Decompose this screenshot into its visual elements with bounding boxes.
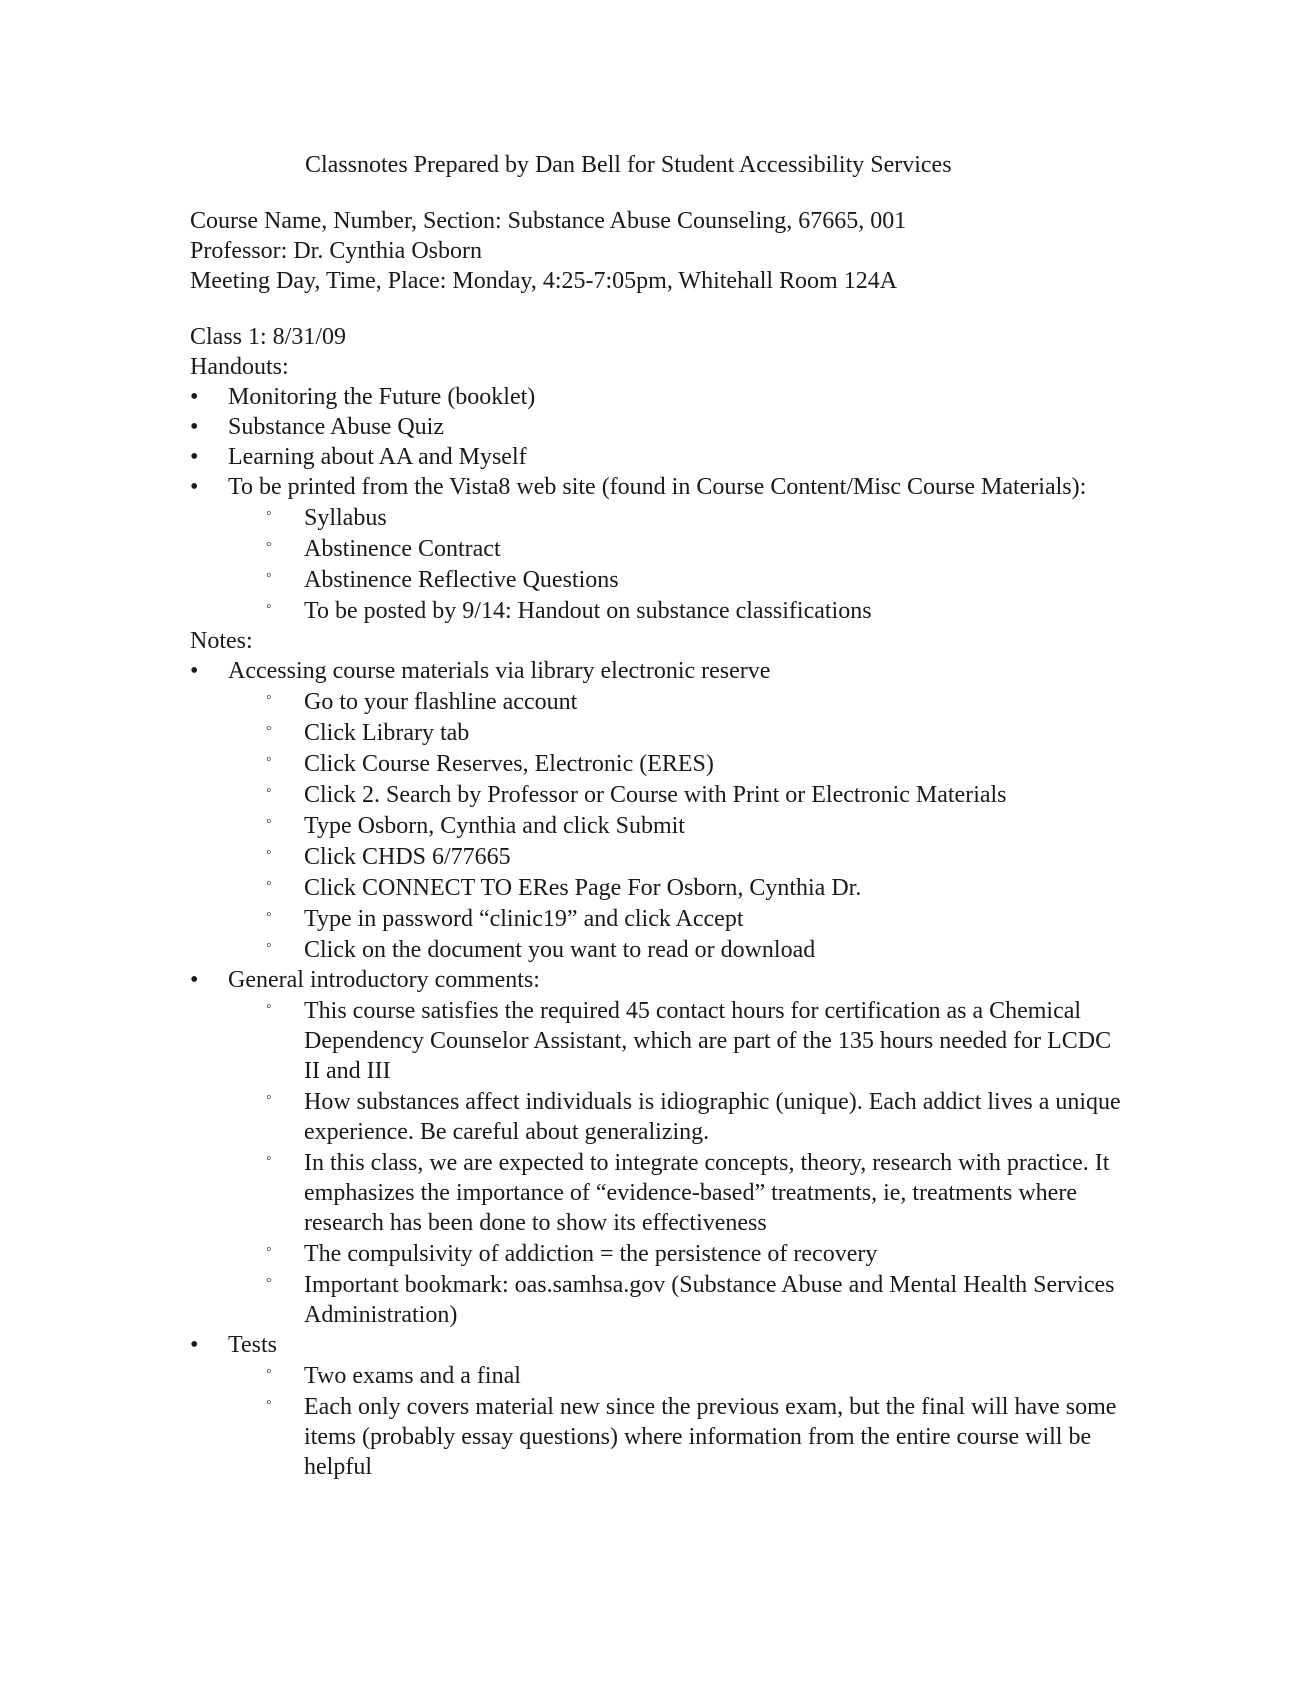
sub-list-item xyxy=(266,1392,1126,1482)
circle-bullet-icon: ◦ xyxy=(266,875,272,892)
sub-list-item xyxy=(266,811,1126,841)
sub-list-item-text: Click Library tab xyxy=(304,720,470,746)
sub-list-item-text: Go to your flashline account xyxy=(304,689,578,715)
sub-list-item-text: To be posted by 9/14: Handout on substance classifications xyxy=(304,598,872,624)
circle-bullet-icon: ◦ xyxy=(266,505,272,522)
sub-list-item-text: Type in password “clinic19” and click Accept xyxy=(304,906,744,932)
list-item xyxy=(190,472,1126,626)
sub-list xyxy=(228,687,1126,965)
list-item xyxy=(190,656,1126,965)
sub-list-item-text: Type Osborn, Cynthia and click Submit xyxy=(304,813,685,839)
circle-bullet-icon: ◦ xyxy=(266,844,272,861)
sub-list-item xyxy=(266,996,1126,1086)
sub-list-item xyxy=(266,718,1126,748)
sub-list xyxy=(228,1361,1126,1482)
circle-bullet-icon: ◦ xyxy=(266,782,272,799)
list-item-text: Learning about AA and Myself xyxy=(228,444,527,470)
bullet-icon: • xyxy=(190,414,199,440)
circle-bullet-icon: ◦ xyxy=(266,536,272,553)
sub-list-item xyxy=(266,1270,1126,1330)
bullet-icon: • xyxy=(190,658,199,684)
sub-list-item xyxy=(266,842,1126,872)
circle-bullet-icon: ◦ xyxy=(266,720,272,737)
notes-list xyxy=(190,656,1126,1482)
list-item-text: Monitoring the Future (booklet) xyxy=(228,384,536,410)
circle-bullet-icon: ◦ xyxy=(266,689,272,706)
sub-list-item-text: In this class, we are expected to integrate concepts, theory, research with practice. It emphasizes the importance of “evidence-based” treatments, ie, treatments where research has been done to show its effectiveness xyxy=(304,1150,1110,1236)
sub-list-item xyxy=(266,687,1126,717)
sub-list-item-text: Syllabus xyxy=(304,505,387,531)
bullet-icon: • xyxy=(190,1332,199,1358)
handouts-list xyxy=(190,382,1126,626)
list-item xyxy=(190,382,1126,412)
list-item-text: Accessing course materials via library electronic reserve xyxy=(228,658,771,684)
sub-list-item xyxy=(266,749,1126,779)
sub-list-item-text: How substances affect individuals is idiographic (unique). Each addict lives a unique experience. Be careful about generalizing. xyxy=(304,1089,1121,1145)
list-item xyxy=(190,412,1126,442)
sub-list-item xyxy=(266,780,1126,810)
sub-list-item-text: Abstinence Contract xyxy=(304,536,501,562)
notes-label: Notes: xyxy=(190,628,253,654)
circle-bullet-icon: ◦ xyxy=(266,998,272,1015)
circle-bullet-icon: ◦ xyxy=(266,1150,272,1167)
list-item xyxy=(190,965,1126,1330)
sub-list-item xyxy=(266,935,1126,965)
list-item-text: General introductory comments: xyxy=(228,967,540,993)
professor-line: Professor: Dr. Cynthia Osborn xyxy=(190,238,482,264)
sub-list-item xyxy=(266,1239,1126,1269)
sub-list-item-text: Click on the document you want to read or download xyxy=(304,937,816,963)
meeting-line: Meeting Day, Time, Place: Monday, 4:25-7:05pm, Whitehall Room 124A xyxy=(190,268,898,294)
circle-bullet-icon: ◦ xyxy=(266,1241,272,1258)
circle-bullet-icon: ◦ xyxy=(266,1089,272,1106)
list-item xyxy=(190,442,1126,472)
handouts-label: Handouts: xyxy=(190,354,289,380)
course-name-line: Course Name, Number, Section: Substance Abuse Counseling, 67665, 001 xyxy=(190,208,907,234)
circle-bullet-icon: ◦ xyxy=(266,906,272,923)
sub-list-item xyxy=(266,503,1126,533)
circle-bullet-icon: ◦ xyxy=(266,1394,272,1411)
sub-list-item-text: The compulsivity of addiction = the persistence of recovery xyxy=(304,1241,878,1267)
sub-list-item-text: Click 2. Search by Professor or Course with Print or Electronic Materials xyxy=(304,782,1007,808)
sub-list-item xyxy=(266,1148,1126,1238)
circle-bullet-icon: ◦ xyxy=(266,598,272,615)
course-info xyxy=(190,206,1126,296)
sub-list-item xyxy=(266,534,1126,564)
sub-list-item-text: This course satisfies the required 45 contact hours for certification as a Chemical Dependency Counselor Assistant, which are part of the 135 hours needed for LCDC II and III xyxy=(304,998,1112,1084)
sub-list-item xyxy=(266,596,1126,626)
bullet-icon: • xyxy=(190,444,199,470)
sub-list-item-text: Click CHDS 6/77665 xyxy=(304,844,511,870)
circle-bullet-icon: ◦ xyxy=(266,1272,272,1289)
sub-list-item xyxy=(266,565,1126,595)
bullet-icon: • xyxy=(190,384,199,410)
sub-list-item-text: Click Course Reserves, Electronic (ERES) xyxy=(304,751,714,777)
sub-list-item-text: Each only covers material new since the previous exam, but the final will have some items (probably essay questions) where information from the entire course will be helpful xyxy=(304,1394,1117,1480)
sub-list-item-text: Important bookmark: oas.samhsa.gov (Substance Abuse and Mental Health Services Administration) xyxy=(304,1272,1115,1328)
sub-list-item-text: Abstinence Reflective Questions xyxy=(304,567,619,593)
circle-bullet-icon: ◦ xyxy=(266,1363,272,1380)
list-item xyxy=(190,1330,1126,1482)
circle-bullet-icon: ◦ xyxy=(266,751,272,768)
sub-list-item xyxy=(266,904,1126,934)
list-item-text: To be printed from the Vista8 web site (found in Course Content/Misc Course Materials): xyxy=(228,474,1087,500)
sub-list-item-text: Two exams and a final xyxy=(304,1363,521,1389)
list-item-text: Tests xyxy=(228,1332,277,1358)
sub-list-item-text: Click CONNECT TO ERes Page For Osborn, Cynthia Dr. xyxy=(304,875,862,901)
list-item-text: Substance Abuse Quiz xyxy=(228,414,444,440)
sub-list-item xyxy=(266,1087,1126,1147)
bullet-icon: • xyxy=(190,474,199,500)
sub-list xyxy=(228,503,1126,626)
circle-bullet-icon: ◦ xyxy=(266,937,272,954)
sub-list-item xyxy=(266,873,1126,903)
class-header: Class 1: 8/31/09 xyxy=(190,324,347,350)
circle-bullet-icon: ◦ xyxy=(266,813,272,830)
sub-list xyxy=(228,996,1126,1330)
bullet-icon: • xyxy=(190,967,199,993)
document-title: Classnotes Prepared by Dan Bell for Student Accessibility Services xyxy=(305,152,952,178)
circle-bullet-icon: ◦ xyxy=(266,567,272,584)
sub-list-item xyxy=(266,1361,1126,1391)
